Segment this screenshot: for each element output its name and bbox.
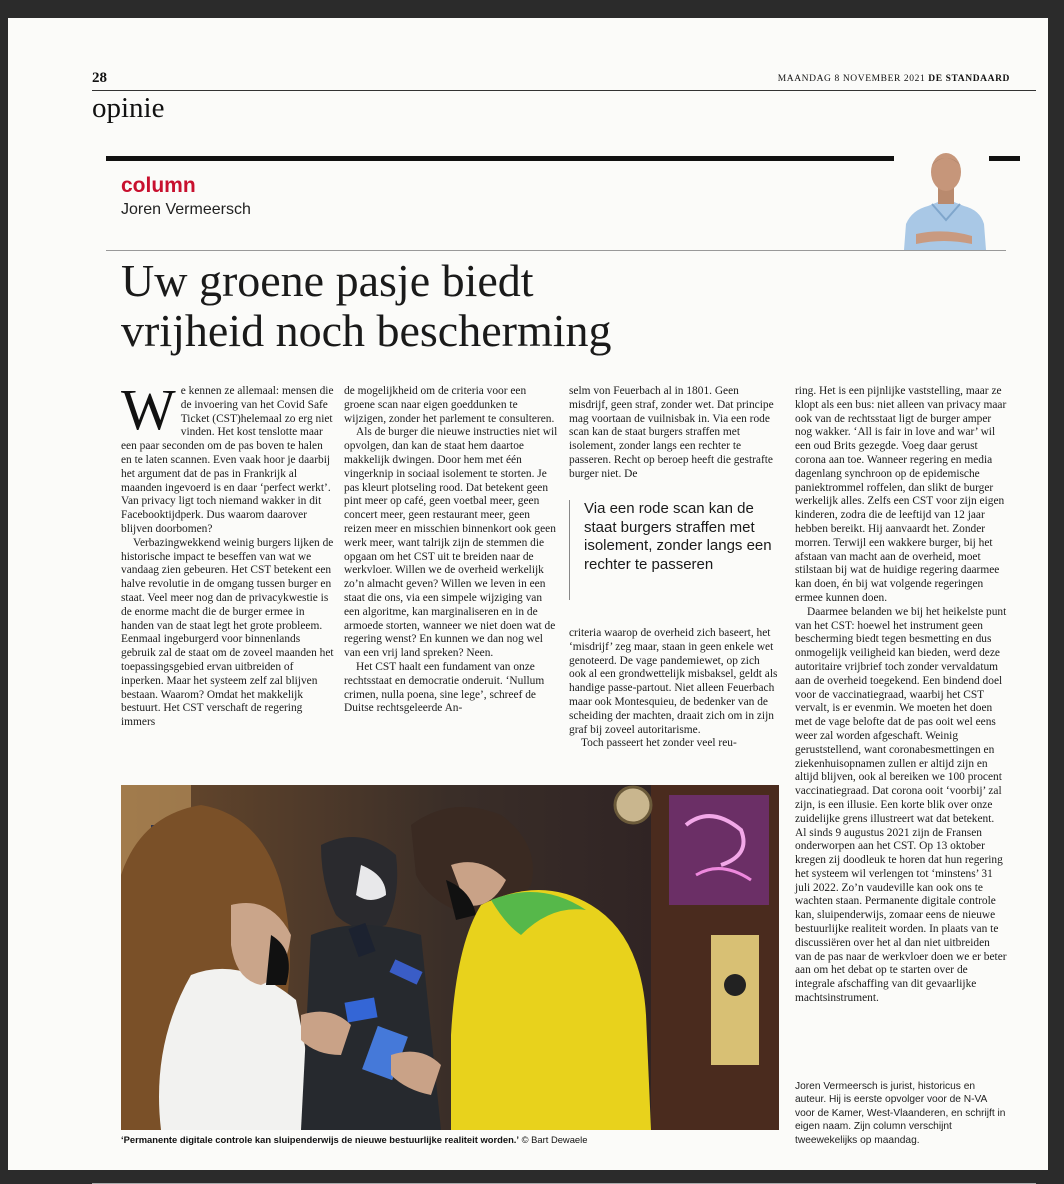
newspaper-page bbox=[8, 18, 1048, 1170]
column-top-rule bbox=[106, 156, 1020, 161]
body-column-4 bbox=[795, 385, 1007, 1006]
author-bio: Joren Vermeersch is jurist, historicus en auteur. Hij is eerste opvolger voor de N-VA voor de Kamer, West-Vlaanderen, en schrijft in eigen naam. Zijn column verschijnt tweewekelijks op maandag. bbox=[795, 1081, 1006, 1146]
article-headline bbox=[121, 256, 841, 356]
newspaper-name: DE STANDAARD bbox=[928, 74, 1010, 84]
body-column-2 bbox=[344, 385, 558, 716]
section-title: opinie bbox=[92, 92, 165, 124]
caption-text: ‘Permanente digitale controle kan sluipenderwijs de nieuwe bestuurlijke realiteit worden.’ bbox=[121, 1134, 520, 1145]
photo-credit: © Bart Dewaele bbox=[521, 1134, 588, 1145]
issue-date: MAANDAG 8 NOVEMBER 2021 bbox=[777, 74, 926, 84]
article-photo bbox=[121, 785, 779, 1130]
paragraph: Toch passeert het zonder veel reu- bbox=[581, 737, 737, 750]
author-name: Joren Vermeersch bbox=[121, 201, 251, 218]
page-number: 28 bbox=[92, 70, 107, 86]
body-column-3-bottom bbox=[569, 627, 779, 751]
paragraph: Het CST haalt een fundament van onze rechtsstaat en democratie onderuit. ‘Nullum crimen, nulla poena, sine lege’, schreef de Duitse rechtsgeleerde An- bbox=[344, 660, 545, 715]
paragraph: Als de burger die nieuwe instructies niet wil opvolgen, dan kan de staat hem daartoe makkelijk dwingen. Door hem met één vingerknip in sociaal isolement te storten. Je pas kleurt plotseling rood. Dat betekent geen pint meer op café, geen voetbal meer, geen concert meer, geen restaurant meer, geen reizen meer en misschien binnenkort ook geen werk meer, want talrijk zijn de stemmen die opgaan om het CST uit te breiden naar de werkvloer. Willen we de overheid werkelijk zo’n almacht geven? Willen we leven in een staat die ons, via een simpele wijziging van een algoritme, kan marginaliseren en in de armoede storten, wanneer we niet doen wat de regering wenst? En kunnen we dan nog wel van een vrij land spreken? Neen. bbox=[344, 426, 558, 660]
headline-line: vrijheid noch bescherming bbox=[121, 305, 612, 356]
paragraph: e kennen ze allemaal: mensen die de invoering van het Covid Safe Ticket (CST)helemaal zo erg niet vinden. Het kost tenslotte maar een paar seconden om de pas boven te halen en te laten scannen. Even vaak hoor je daarbij het argument dat de pas in Frankrijk al maanden ingevoerd is en daar ‘perfect werkt’. Van privacy ligt toch niemand wakker in dit Facebooktijdperk. Dus waarom daarover blijven doorbomen? bbox=[121, 385, 334, 535]
paragraph: selm von Feuerbach al in 1801. Geen misdrijf, geen straf, zonder wet. Dat principe mag voortaan de vuilnisbak in. Via een rode scan kan de staat burgers straffen met isolement, zonder langs een rechter te passeren. Recht op beroep heeft die gestrafte burger niet. De bbox=[569, 385, 774, 480]
drop-cap: W bbox=[121, 377, 176, 442]
pull-quote: Via een rode scan kan de staat burgers straffen met isolement, zonder langs een rechter te passeren bbox=[569, 500, 779, 600]
column-header-divider bbox=[106, 250, 1006, 251]
column-label: column bbox=[121, 174, 196, 197]
paragraph: Verbazingwekkend weinig burgers lijken de historische impact te beseffen van wat we vandaag zien gebeuren. Het CST betekent een halve revolutie in de omgang tussen burger en staat. Veel meer nog dan de privacykwestie is de enorme macht die de burger ermee in handen van de staat legt het grote probleem. Eenmaal ingeburgerd voor binnenlands gebruik zal de staat om de zoveel maanden het toepassingsgebied ervan uitbreiden of inperken. Maar het systeem zelf zal blijven bestaan. Waarom? Omdat het makkelijk bestuurt. Het CST verschaft de regering immers bbox=[121, 536, 334, 729]
header-dateline bbox=[778, 74, 1010, 84]
header-divider bbox=[92, 90, 1036, 91]
paragraph: criteria waarop de overheid zich baseert, het ‘misdrijf’ zeg maar, staan in geen enkele wet genoteerd. De vage pandemiewet, op zich ook al een grondwettelijk misbaksel, geldt als handige passe-partout. Niet alleen Feuerbach maar ook Montesquieu, de bedenker van de scheiding der machten, draait zich om in zijn graf bij zoveel autoritarisme. bbox=[569, 627, 778, 736]
paragraph: ring. Het is een pijnlijke vaststelling, maar ze klopt als een bus: niet alleen van privacy maar ook van de rechtsstaat ligt de burger amper nog wakker. ‘All is fair in love and war’ wil een oud Brits gezegde. Voeg daar gerust corona aan toe. Wanneer regering en media dagenlang synchroon op de epidemische paniektrommel roffelen, dan slikt de burger werkelijk alles. Zelfs een CST voor zijn eigen kinderen, zodra die de leeftijd van 12 jaar hebben bereikt. Hij aanvaardt het. Zonder morren. Terwijl een wakkere burger, bij het afstaan van macht aan de overheid, moet stilstaan bij wat de huidige regering daarmee kan doen, én bij wat volgende regeringen ermee kunnen doen. bbox=[795, 385, 1007, 604]
photo-caption bbox=[121, 1134, 781, 1145]
paragraph: de mogelijkheid om de criteria voor een groene scan naar eigen goeddunken te wijzigen, zonder het parlement te consulteren. bbox=[344, 385, 555, 425]
paragraph: Daarmee belanden we bij het heikelste punt van het CST: hoewel het instrument geen bescherming biedt tegen besmetting en dus onmogelijk veiligheid kan bieden, werd deze autoritaire vrijbrief toch zonder vervaldatum aan de overheid toegekend. Een bindend doel voor de vaccinatiegraad, waarbij het CST vervalt, is er evenmin. We moeten het doen met de vage belofte dat de pas ooit wel eens weer zal worden afgeschaft. Weinig geruststellend, want coronabesmettingen en ziekenhuisopnamen zullen er altijd zijn en altijd blijven, ook al bereiken we 100 procent vaccinatiegraad. Dat corona ooit ‘voorbij’ zal zijn, is een illusie. Een korte blik over onze zuidelijke grens illustreert wat dat betekent. Al sinds 9 augustus 2021 zijn de Fransen onderworpen aan het CST. Op 13 oktober kregen zij doodleuk te horen dat hun regering het systeem wil verlengen tot ‘minstens’ 31 juli 2022. Zo’n vaudeville kan ook ons te wachten staan. Permanente digitale controle kan, sluipenderwijs, zomaar eens de nieuwe bestuurlijke realiteit worden. In plaats van te discussiëren over het al dan niet uitbreiden van de pas naar de werkvloer doen we er beter aan om het debat op te starten over de integrale afschaffing van dit gevaarlijke machtsinstrument. bbox=[795, 605, 1007, 1005]
body-column-3-top bbox=[569, 385, 779, 482]
headline-line: Uw groene pasje biedt bbox=[121, 255, 534, 306]
author-photo bbox=[894, 144, 989, 250]
body-column-1 bbox=[121, 377, 335, 730]
